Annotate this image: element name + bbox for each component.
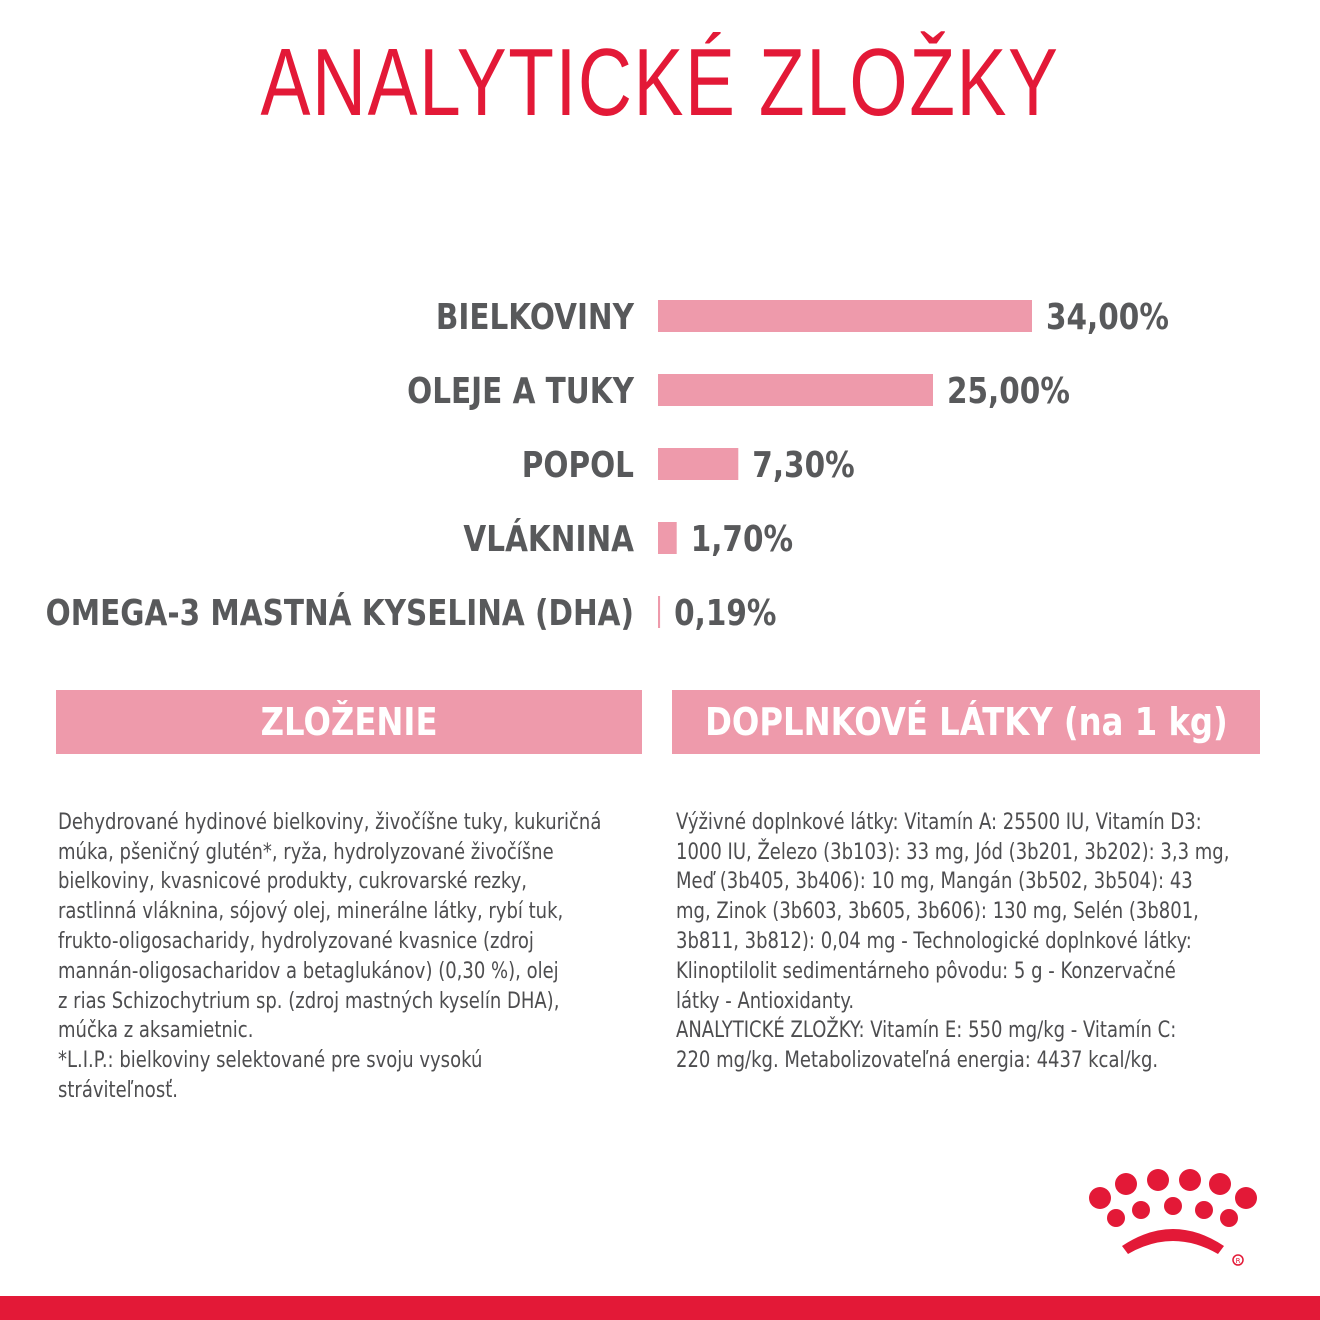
composition-text-block [58, 778, 648, 1136]
category-label: VLÁKNINA [463, 517, 635, 560]
category-label: OMEGA-3 MASTNÁ KYSELINA (DHA) [45, 591, 635, 634]
category-label: OLEJE A TUKY [407, 369, 635, 412]
additives-text: Výživné doplnkové látky: Vitamín A: 25500 IU, Vitamín D3: 1000 IU, Železo (3b103): 33 mg, Jód (3b201, 3b202): 3,3 mg, Meď (3b405, 3b406): 10 mg, Mangán (3b502, 3b504): 43 mg, Zinok (3b603, 3b605, 3b606): 130 mg, Selén (3b801, 3b811, 3b812): 0,04 mg - Technologické doplnkové látky: Klinoptilolit sedimentárneho pôvodu: 5 g - Konzervačné látky - Antioxidanty. ANALYTICKÉ ZLOŽKY: Vitamín E: 550 mg/kg - Vitamín C: 220 mg/kg. Metabolizovateľná energia: 4437 kcal/kg. [676, 808, 1230, 1074]
category-label: BIELKOVINY [435, 295, 635, 338]
additives-text-block [676, 778, 1266, 1106]
value-label: 0,19% [674, 591, 777, 634]
bar [658, 522, 677, 554]
value-label: 1,70% [690, 517, 794, 560]
analytical-components-chart [0, 270, 1320, 650]
bar [658, 300, 1032, 332]
value-label: 7,30% [752, 443, 855, 486]
page-title: ANALYTICKÉ ZLOŽKY [260, 29, 1060, 136]
bottom-brand-bar [0, 1296, 1320, 1320]
value-label: 25,00% [947, 369, 1070, 412]
composition-heading-box [56, 690, 642, 754]
royal-canin-crown-logo-icon [1086, 1168, 1258, 1268]
composition-heading: ZLOŽENIE [260, 700, 438, 744]
additives-heading: DOPLNKOVÉ LÁTKY (na 1 kg) [704, 700, 1228, 744]
svg-text:R: R [1235, 1257, 1241, 1265]
bar [658, 374, 933, 406]
bar [658, 596, 660, 628]
value-label: 34,00% [1046, 295, 1169, 338]
bar [658, 448, 738, 480]
category-label: POPOL [521, 443, 635, 486]
composition-text: Dehydrované hydinové bielkoviny, živočíšne tuky, kukuričná múka, pšeničný glutén*, ryža, hydrolyzované živočíšne bielkoviny, kvasnicové produkty, cukrovarské rezky, rastlinná vláknina, sójový olej, minerálne látky, rybí tuk, frukto-oligosacharidy, hydrolyzované kvasnice (zdroj mannán-oligosacharidov a betaglukánov) (0,30 %), olej z rias Schizochytrium sp. (zdroj mastných kyselín DHA), múčka z aksamietnic. *L.I.P.: bielkoviny selektované pre svoju vysokú stráviteľnosť. [58, 808, 602, 1103]
additives-heading-box [672, 690, 1260, 754]
